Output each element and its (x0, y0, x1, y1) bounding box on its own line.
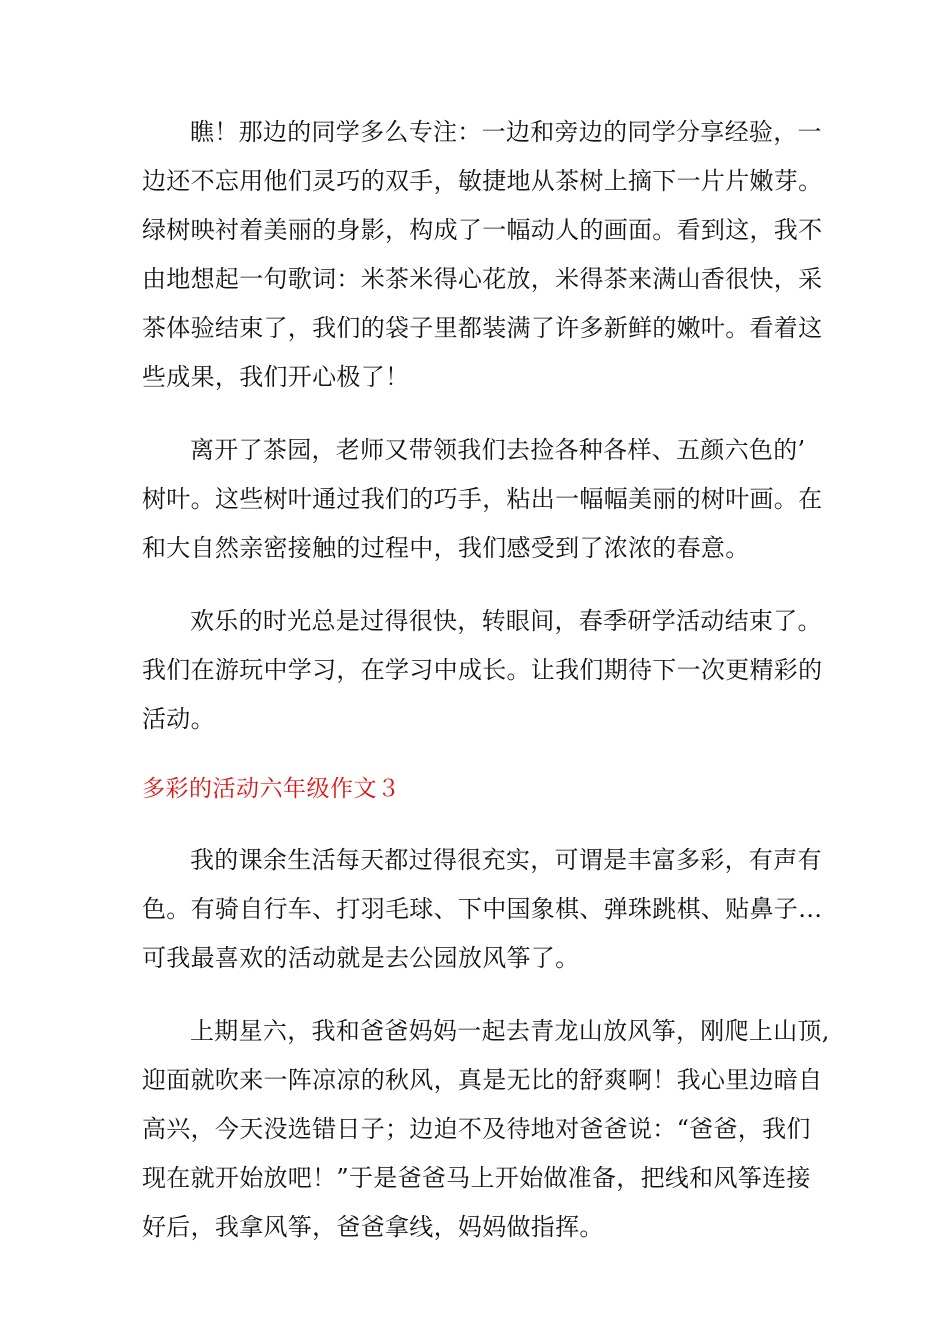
paragraph-after-school (142, 836, 832, 983)
paragraph-tea-picking (142, 108, 832, 402)
text-line: 由地想起一句歌词：米茶米得心花放，米得茶来满山香很快，采 (142, 265, 823, 293)
paragraph-kite-flying (142, 1007, 832, 1252)
document-page (142, 108, 832, 1276)
text-line: 我们在游玩中学习，在学习中成长。让我们期待下一次更精彩的 (142, 656, 823, 684)
text-line: 绿树映衬着美丽的身影，构成了一幅动人的画面。看到这，我不 (142, 216, 823, 244)
text-line: 些成果，我们开心极了！ (142, 363, 410, 391)
text-line: 边还不忘用他们灵巧的双手，敏捷地从茶树上摘下一片片嫩芽。 (142, 167, 823, 195)
text-line: 欢乐的时光总是过得很快，转眼间，春季研学活动结束了。 (190, 607, 822, 635)
text-line: 上期星六，我和爸爸妈妈一起去青龙山放风筝，刚爬上山顶, (190, 1017, 830, 1045)
text-line: 现在就开始放吧！”于是爸爸马上开始做准备，把线和风筝连接 (142, 1164, 811, 1192)
paragraph-activity-end (142, 597, 832, 744)
text-line: 好后，我拿风筝，爸爸拿线，妈妈做指挥。 (142, 1213, 604, 1241)
text-line: 迎面就吹来一阵凉凉的秋风，真是无比的舒爽啊！我心里边暗自 (142, 1066, 823, 1094)
text-line: 色。有骑自行车、打羽毛球、下中国象棋、弹珠跳棋、贴鼻子… (142, 895, 823, 923)
text-line: 我的课余生活每天都过得很充实，可谓是丰富多彩，有声有 (190, 846, 822, 874)
text-line: 可我最喜欢的活动就是去公园放风筝了。 (142, 944, 580, 972)
text-line: 活动。 (142, 705, 215, 733)
text-line: 高兴，今天没选错日子；边迫不及待地对爸爸说：“爸爸，我们 (142, 1115, 811, 1143)
text-line: 茶体验结束了，我们的袋子里都装满了许多新鲜的嫩叶。看着这 (142, 314, 823, 342)
section-heading: 多彩的活动六年级作文３ (142, 776, 401, 802)
text-line: 树叶。这些树叶通过我们的巧手，粘出一幅幅美丽的树叶画。在 (142, 485, 823, 513)
paragraph-leaf-painting (142, 426, 832, 573)
text-line: 离开了茶园，老师又带领我们去捡各种各样、五颜六色的’ (190, 436, 806, 464)
text-line: 和大自然亲密接触的过程中，我们感受到了浓浓的春意。 (142, 534, 750, 562)
text-line: 瞧！那边的同学多么专注：一边和旁边的同学分享经验，一 (190, 118, 822, 146)
